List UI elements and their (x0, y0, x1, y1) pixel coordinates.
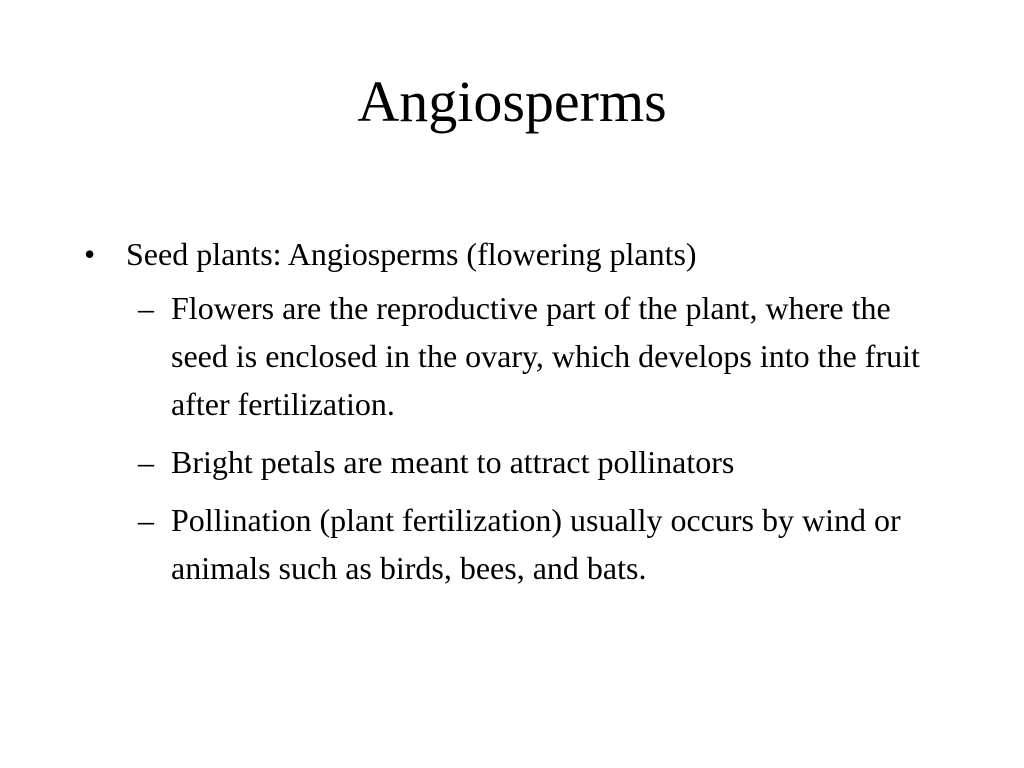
sub-bullet-item (138, 284, 944, 428)
sub-bullet-item (138, 496, 944, 592)
bullet-text: Seed plants: Angiosperms (flowering plants) (126, 236, 697, 272)
sub-bullet-item (138, 438, 944, 486)
bullet-marker: • (84, 236, 96, 272)
dash-marker: – (138, 444, 154, 480)
dash-marker: – (138, 502, 154, 538)
slide-title: Angiosperms (357, 69, 667, 134)
dash-marker: – (138, 290, 154, 326)
sub-bullet-list (138, 284, 944, 592)
sub-bullet-text-pollination: Pollination (plant fertilization) usually occurs by wind or animals such as birds, bees, and bats. (171, 502, 901, 586)
sub-bullet-text-flowers: Flowers are the reproductive part of the plant, where the seed is enclosed in the ovary, which develops into the fruit after fertilization. (171, 290, 920, 422)
bullet-item (84, 232, 944, 276)
sub-bullet-text-petals: Bright petals are meant to attract pollinators (171, 444, 735, 480)
slide-body (84, 232, 944, 602)
